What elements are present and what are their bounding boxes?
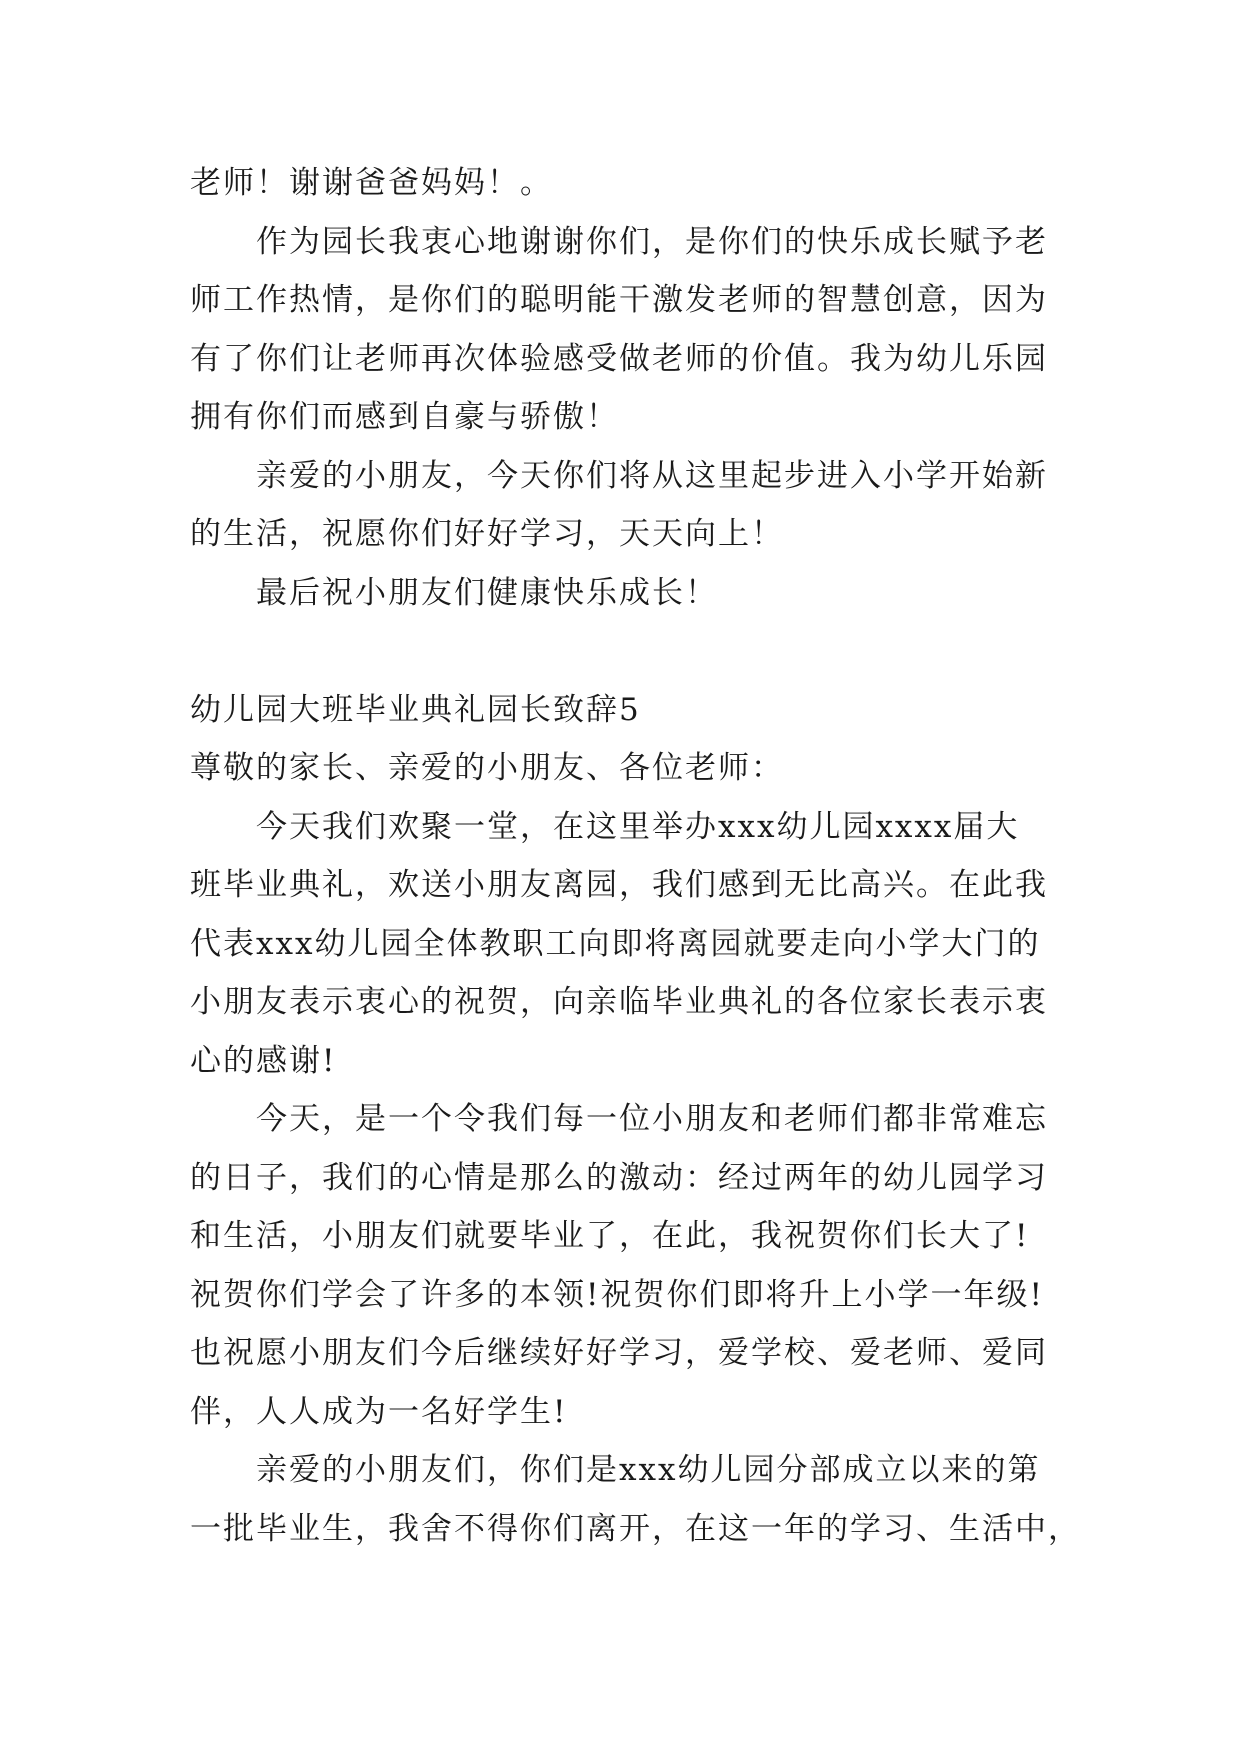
text-line: 也祝愿小朋友们今后继续好好学习，爱学校、爱老师、爱同	[190, 1335, 1048, 1371]
text-line: 今天，是一个令我们每一位小朋友和老师们都非常难忘	[256, 1101, 1048, 1137]
section-title: 幼儿园大班毕业典礼园长致辞5	[190, 691, 641, 728]
text-line: 拥有你们而感到自豪与骄傲！	[190, 399, 619, 435]
salutation: 尊敬的家长、亲爱的小朋友、各位老师：	[190, 750, 784, 786]
paragraph-gap	[190, 622, 1060, 681]
text-line: 有了你们让老师再次体验感受做老师的价值。我为幼儿乐园	[190, 340, 1048, 377]
text-line: 作为园长我衷心地谢谢你们，是你们的快乐成长赋予老	[256, 223, 1048, 260]
text-line: 伴，人人成为一名好学生!	[190, 1393, 568, 1430]
text-line: 亲爱的小朋友们，你们是xxx幼儿园分部成立以来的第	[256, 1452, 1041, 1488]
text-line: 的日子，我们的心情是那么的激动：经过两年的幼儿园学习	[190, 1159, 1048, 1196]
text-line: 亲爱的小朋友，今天你们将从这里起步进入小学开始新	[256, 457, 1048, 494]
text-line: 老师！谢谢爸爸妈妈！。	[190, 165, 553, 201]
text-line: 祝贺你们学会了许多的本领!祝贺你们即将升上小学一年级!	[190, 1276, 1044, 1313]
text-line: 心的感谢!	[190, 1042, 337, 1079]
text-line: 师工作热情，是你们的聪明能干激发老师的智慧创意，因为	[190, 282, 1048, 318]
text-line: 和生活，小朋友们就要毕业了，在此，我祝贺你们长大了!	[190, 1218, 1030, 1254]
document-body	[190, 154, 1081, 1558]
text-line: 今天我们欢聚一堂，在这里举办xxx幼儿园xxxx届大	[256, 808, 1020, 845]
text-line: 小朋友表示衷心的祝贺，向亲临毕业典礼的各位家长表示衷	[190, 984, 1048, 1020]
text-line: 班毕业典礼，欢送小朋友离园，我们感到无比高兴。在此我	[190, 867, 1048, 903]
text-line: 代表xxx幼儿园全体教职工向即将离园就要走向小学大门的	[190, 925, 1041, 962]
text-line: 的生活，祝愿你们好好学习，天天向上！	[190, 516, 784, 552]
text-line: 一批毕业生，我舍不得你们离开，在这一年的学习、生活中，	[190, 1510, 1081, 1547]
text-line: 最后祝小朋友们健康快乐成长！	[256, 574, 718, 611]
